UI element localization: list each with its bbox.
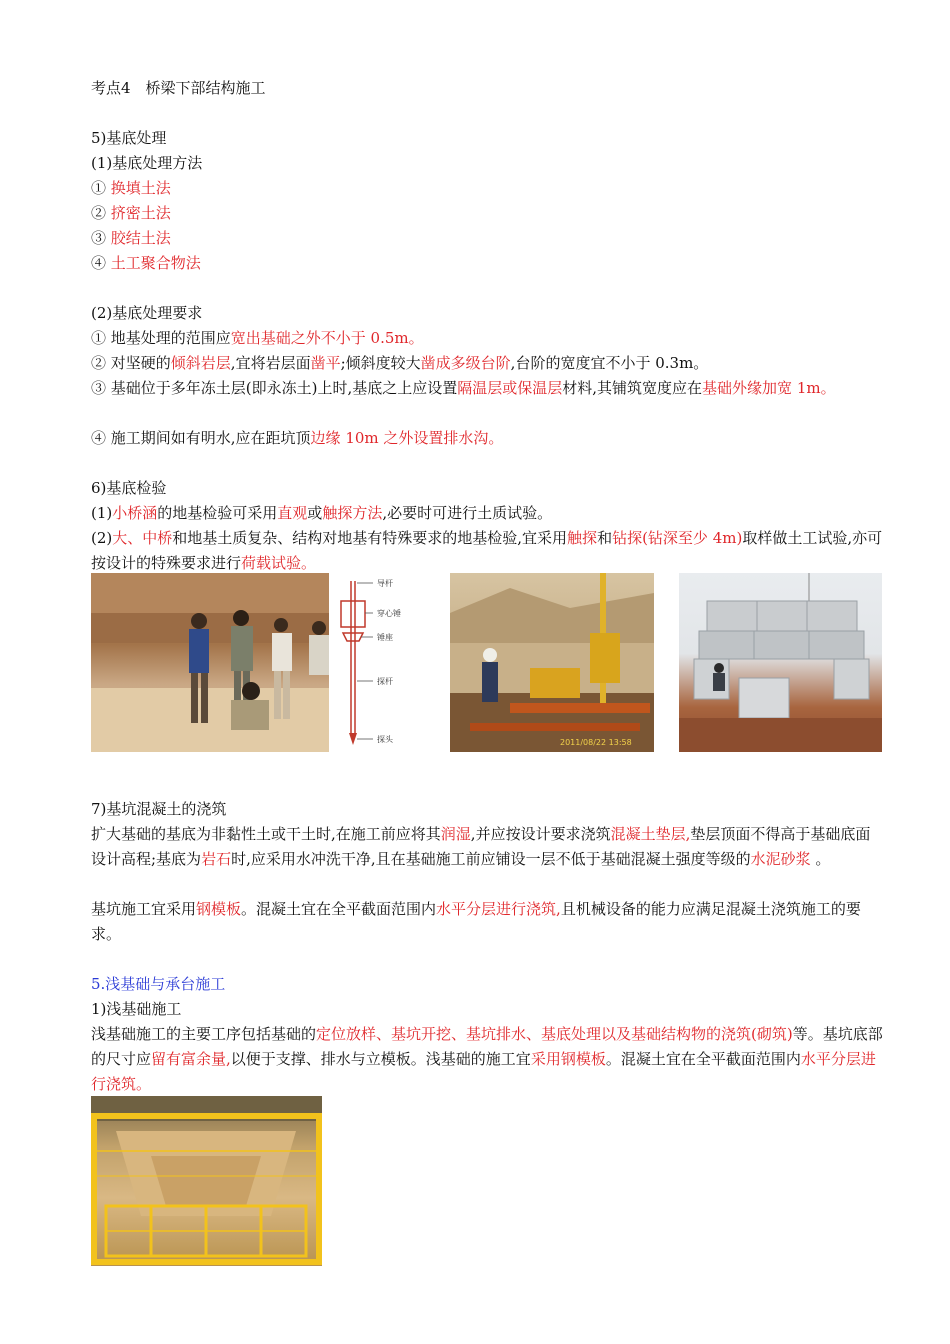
list-item: ③ 胶结土法 — [91, 229, 171, 247]
soil-inspection-photo — [91, 573, 329, 752]
penetrometer-drawing — [331, 573, 431, 752]
section-title-foundation-treatment: 5)基底处理 — [91, 129, 167, 147]
section-title-concrete-pouring: 7)基坑混凝土的浇筑 — [91, 800, 227, 818]
foundation-pit-illustration — [91, 1096, 322, 1266]
paragraph: 基坑施工宜采用钢模板。混凝土宜在全平截面范围内水平分层进行浇筑,且机械设备的能力应满足混凝土浇筑施工的要求。 — [91, 900, 861, 943]
paragraph: (2)大、中桥和地基土质复杂、结构对地基有特殊要求的地基检验,宜采用触探和钻探(钻深至少 4m)取样做土工试验,亦可按设计的特殊要求进行荷载试验。 — [91, 529, 883, 572]
photo-timestamp: 2011/08/22 13:58 — [560, 738, 632, 747]
diagram-label: 穿心锤 — [377, 609, 401, 618]
page-heading: 考点4 桥梁下部结构施工 — [91, 79, 266, 97]
penetrometer-diagram — [331, 573, 431, 752]
foundation-pit-photo — [91, 1096, 322, 1266]
paragraph: 浅基础施工的主要工序包括基础的定位放样、基坑开挖、基坑排水、基底处理以及基础结构物的浇筑(砌筑)等。基坑底部的尺寸应留有富余量,以便于支撑、排水与立模板。浅基础的施工宜采用钢模板。混凝土宜在全平截面范围内水平分层进行浇筑。 — [91, 1025, 883, 1093]
list-item: ④ 土工聚合物法 — [91, 254, 201, 272]
drilling-rig-photo — [450, 573, 654, 752]
subsection-title-shallow-construction: 1)浅基础施工 — [91, 1000, 182, 1018]
paragraph: (1)小桥涵的地基检验可采用直观或触探方法,必要时可进行土质试验。 — [91, 504, 553, 522]
load-test-illustration — [679, 573, 882, 752]
diagram-label: 探头 — [377, 735, 393, 744]
list-item: ② 挤密土法 — [91, 204, 171, 222]
section-title-foundation-inspection: 6)基底检验 — [91, 479, 167, 497]
requirement-item: ④ 施工期间如有明水,应在距坑顶边缘 10m 之外设置排水沟。 — [91, 429, 504, 447]
requirement-item: ② 对坚硬的倾斜岩层,宜将岩层面凿平;倾斜度较大凿成多级台阶,台阶的宽度宜不小于 0.3m。 — [91, 354, 709, 372]
requirement-item: ③ 基础位于多年冻土层(即永冻土)上时,基底之上应设置隔温层或保温层材料,其铺筑宽度应在基础外缘加宽 1m。 — [91, 379, 836, 397]
diagram-label: 锤座 — [377, 633, 393, 642]
requirement-item: ① 地基处理的范围应宽出基础之外不小于 0.5m。 — [91, 329, 424, 347]
load-test-photo — [679, 573, 882, 752]
list-item: ① 换填土法 — [91, 179, 171, 197]
subsection-title-requirements: (2)基底处理要求 — [91, 304, 203, 322]
diagram-label: 探杆 — [377, 677, 393, 686]
subsection-title-methods: (1)基底处理方法 — [91, 154, 203, 172]
diagram-label: 导杆 — [377, 579, 393, 588]
section-title-shallow-foundation: 5.浅基础与承台施工 — [91, 975, 226, 993]
workers-illustration — [91, 573, 329, 752]
drilling-rig-illustration — [450, 573, 654, 752]
paragraph: 扩大基础的基底为非黏性土或干土时,在施工前应将其润湿,并应按设计要求浇筑混凝土垫层,垫层顶面不得高于基础底面设计高程;基底为岩石时,应采用水冲洗干净,且在基础施工前应铺设一层不低于基础混凝土强度等级的水泥砂浆 。 — [91, 825, 871, 868]
